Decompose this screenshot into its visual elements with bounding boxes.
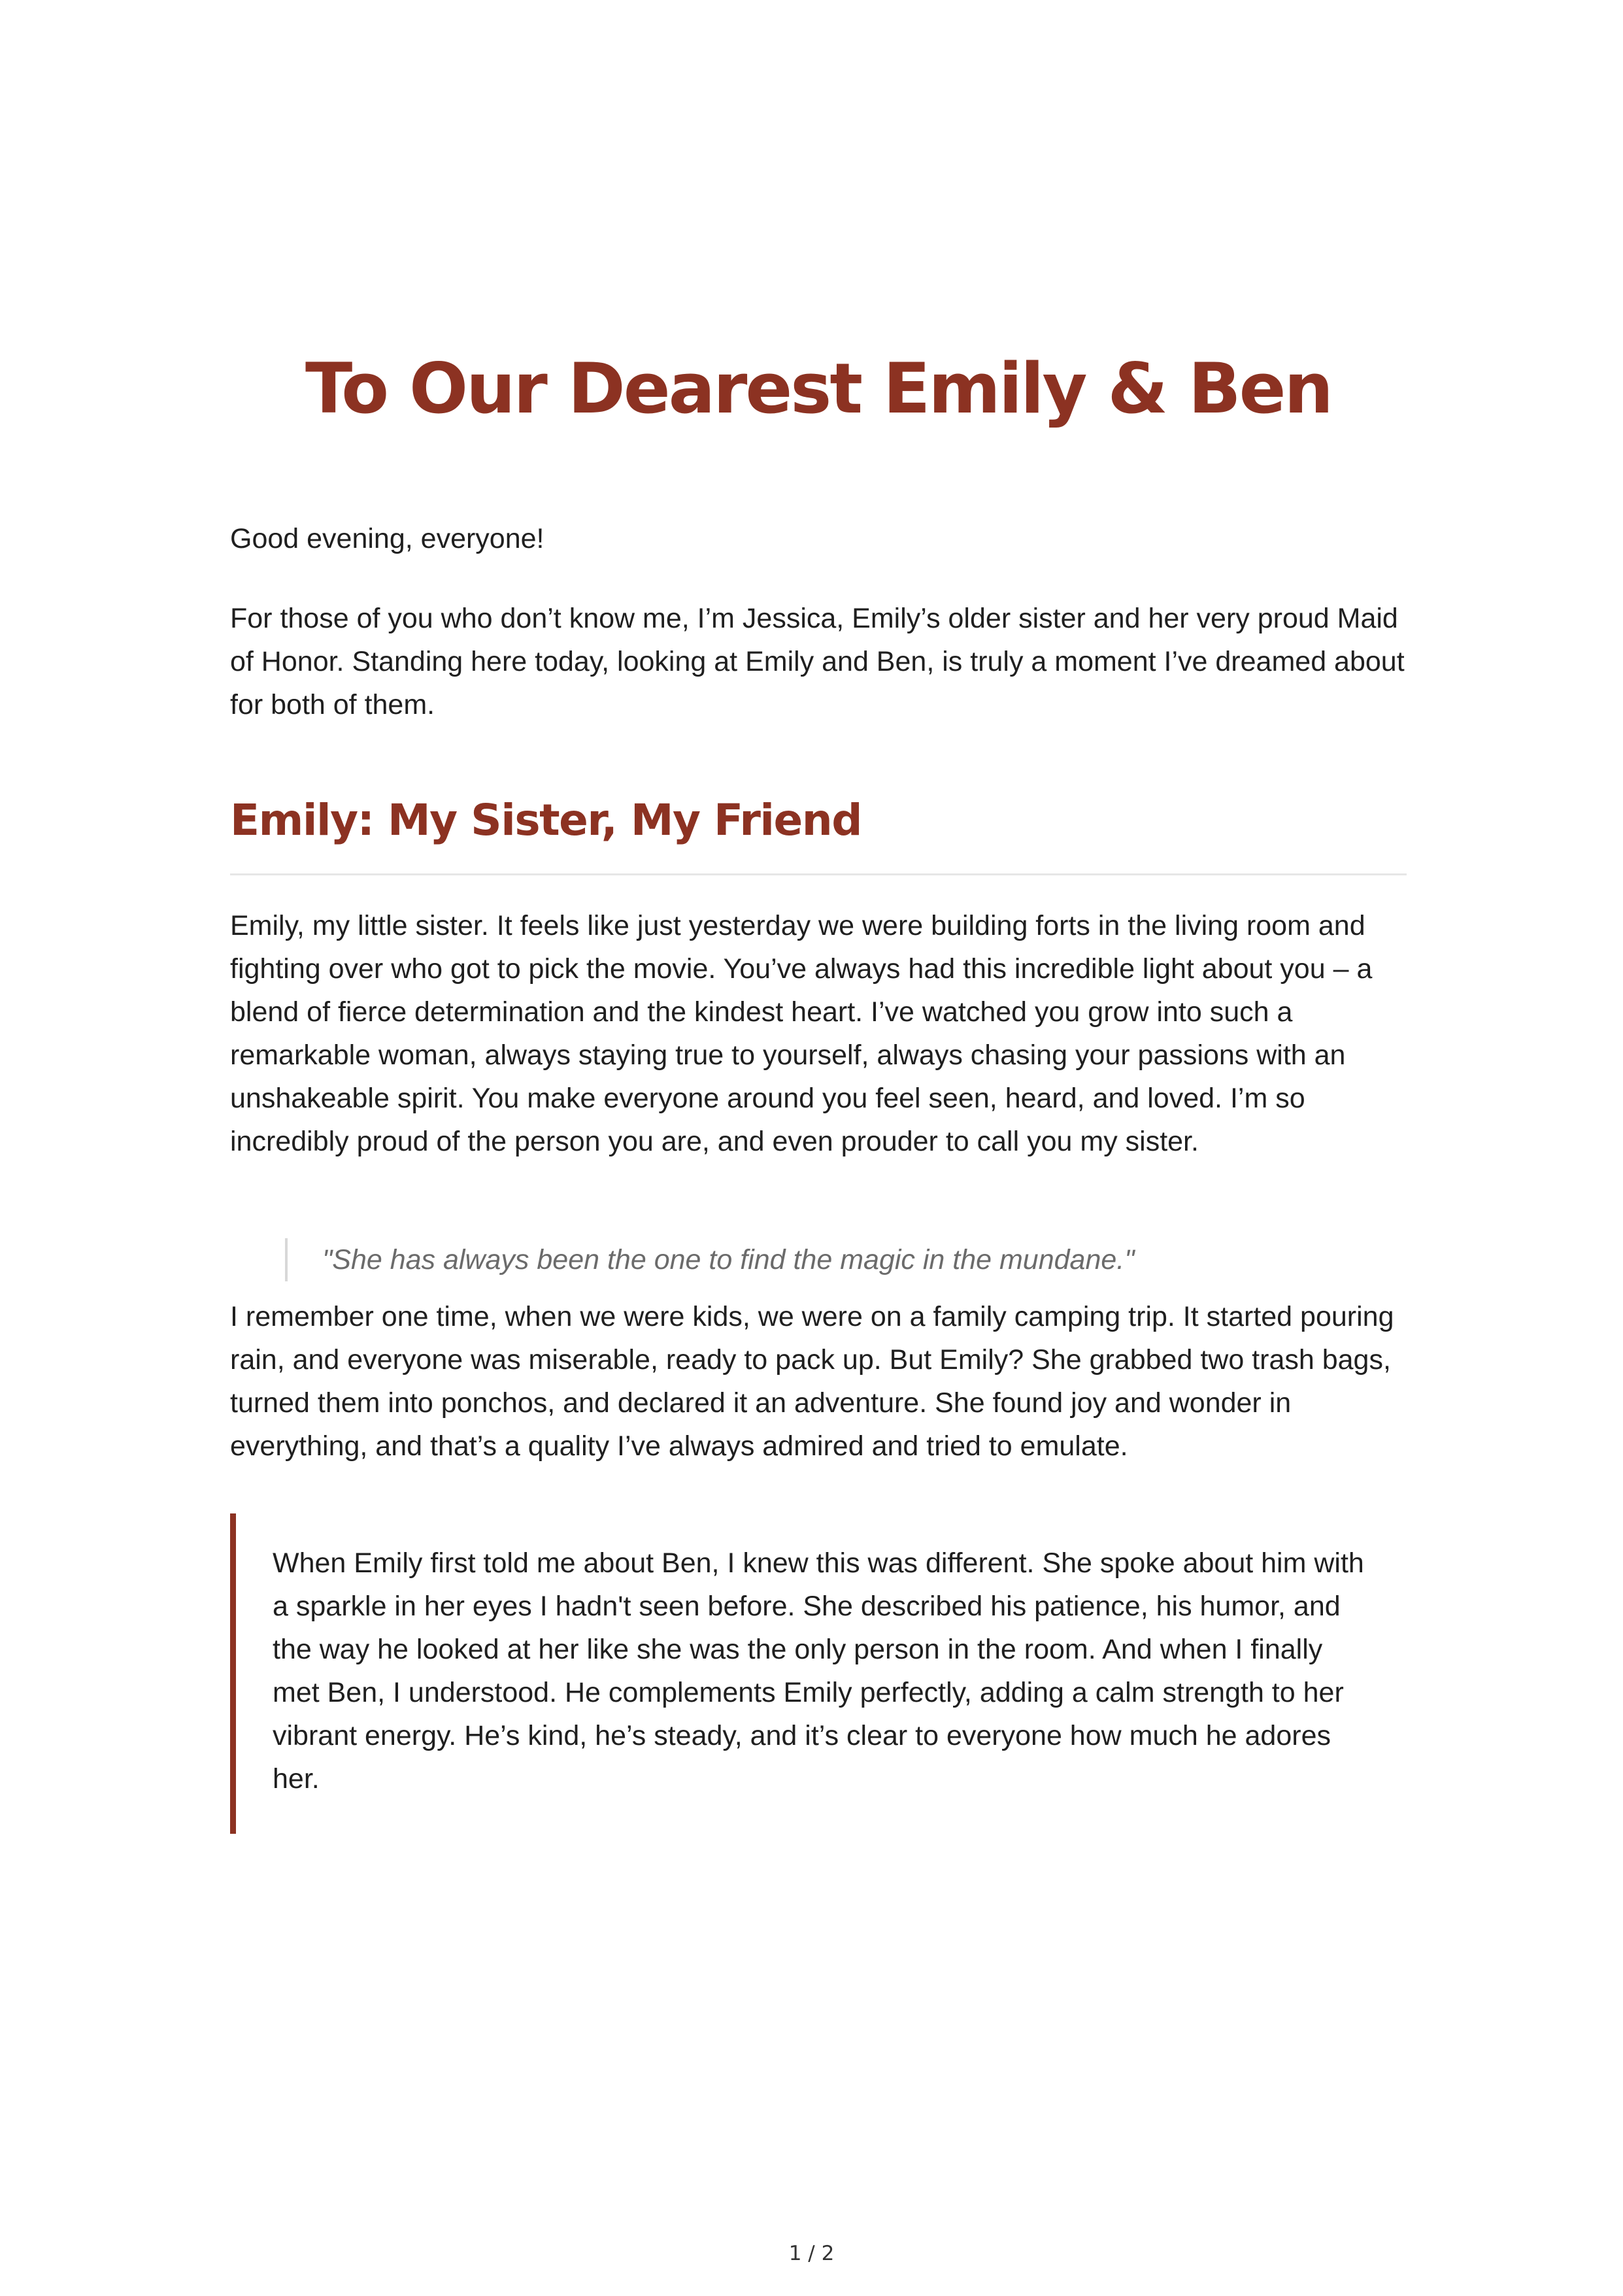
camping-paragraph: I remember one time, when we were kids, we were on a family camping trip. It started pouring rain, and everyone was miserable, ready to pack up. But Emily? She grabbed two trash bags, turned them into ponchos, and declared it an adventure. She found joy and wonder in everything, and that’s a quality I’ve always admired and tried to emulate. (230, 1301, 1394, 1462)
document-title: To Our Dearest Emily & Ben (305, 348, 1331, 429)
section-divider (230, 873, 1407, 875)
ben-callout (230, 1513, 1407, 1834)
emily-paragraph: Emily, my little sister. It feels like just yesterday we were building forts in the living room and fighting over who got to pick the movie. You’ve always had this incredible light about you – a blend of fierce determination and the kindest heart. I’ve watched you grow into such a remarkable woman, always staying true to yourself, always chasing your passions with an unshakeable spirit. You make everyone around you feel seen, heard, and loved. I’m so incredibly proud of the person you are, and even prouder to call you my sister. (230, 910, 1373, 1157)
intro-paragraph: For those of you who don’t know me, I’m Jessica, Emily’s older sister and her very proud Maid of Honor. Standing here today, looking at Emily and Ben, is truly a moment I’ve dreamed about for both of them. (230, 603, 1405, 720)
pull-quote: "She has always been the one to find the magic in the mundane." (285, 1238, 1396, 1281)
ben-callout-text: When Emily first told me about Ben, I knew this was different. She spoke about him with a sparkle in her eyes I hadn't seen before. She described his patience, his humor, and the way he looked at her like she was the only person in the room. And when I finally met Ben, I understood. He complements Emily perfectly, adding a calm strength to her vibrant energy. He’s kind, he’s steady, and it’s clear to everyone how much he adores her. (273, 1547, 1364, 1795)
section-heading: Emily: My Sister, My Friend (230, 795, 862, 845)
page-indicator: 1 / 2 (788, 2242, 835, 2265)
greeting-paragraph: Good evening, everyone! (230, 523, 544, 554)
